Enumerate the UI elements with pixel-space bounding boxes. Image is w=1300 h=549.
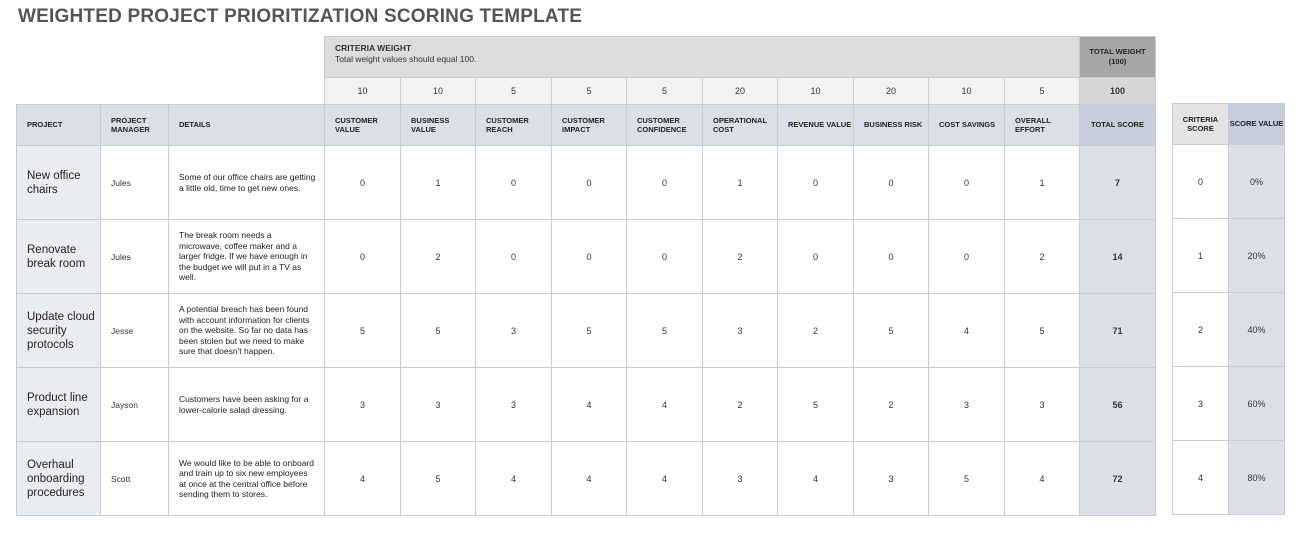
score-cell[interactable]: 3 [401, 368, 476, 442]
score-cell[interactable]: 0 [778, 220, 854, 294]
table-row [17, 442, 1156, 516]
score-cell[interactable]: 0 [552, 220, 627, 294]
score-cell[interactable]: 3 [476, 294, 552, 368]
score-cell[interactable]: 5 [401, 442, 476, 516]
score-cell[interactable]: 5 [854, 294, 929, 368]
score-cell[interactable]: 3 [476, 368, 552, 442]
project-name[interactable]: Renovate break room [17, 220, 101, 294]
side-row [1173, 367, 1285, 441]
score-cell[interactable]: 2 [703, 220, 778, 294]
score-cell[interactable]: 5 [552, 294, 627, 368]
total-weight-value: 100 [1080, 78, 1156, 105]
criteria-header: REVENUE VALUE [778, 105, 854, 146]
page-title: WEIGHTED PROJECT PRIORITIZATION SCORING TEMPLATE [18, 6, 583, 27]
criteria-score-header: CRITERIA SCORE [1173, 104, 1229, 145]
weight-cell[interactable]: 10 [929, 78, 1005, 105]
score-cell[interactable]: 0 [476, 146, 552, 220]
project-details[interactable]: We would like to be able to onboard and train up to six new employees at once at the central office before sending them to stores. [169, 442, 325, 516]
weight-cell[interactable]: 5 [552, 78, 627, 105]
score-cell[interactable]: 4 [627, 368, 703, 442]
score-value-header: SCORE VALUE [1229, 104, 1285, 145]
score-cell[interactable]: 4 [627, 442, 703, 516]
criteria-score-cell: 1 [1173, 219, 1229, 293]
details-header: DETAILS [169, 105, 325, 146]
criteria-header: BUSINESS RISK [854, 105, 929, 146]
scoring-table [16, 36, 1156, 516]
criteria-header: OVERALL EFFORT [1005, 105, 1080, 146]
score-value-cell: 40% [1229, 293, 1285, 367]
score-cell[interactable]: 4 [929, 294, 1005, 368]
header-row [17, 105, 1156, 146]
score-cell[interactable]: 4 [476, 442, 552, 516]
project-manager[interactable]: Jules [101, 220, 169, 294]
total-score: 14 [1080, 220, 1156, 294]
criteria-header: OPERATIONAL COST [703, 105, 778, 146]
score-cell[interactable]: 5 [627, 294, 703, 368]
score-cell[interactable]: 0 [325, 220, 401, 294]
table-row [17, 294, 1156, 368]
criteria-score-cell: 2 [1173, 293, 1229, 367]
criteria-weight-header [325, 37, 1080, 78]
project-name[interactable]: Update cloud security protocols [17, 294, 101, 368]
score-cell[interactable]: 0 [476, 220, 552, 294]
score-cell[interactable]: 4 [325, 442, 401, 516]
score-cell[interactable]: 0 [929, 146, 1005, 220]
project-manager[interactable]: Jesse [101, 294, 169, 368]
score-cell[interactable]: 2 [703, 368, 778, 442]
score-cell[interactable]: 1 [1005, 146, 1080, 220]
score-cell[interactable]: 3 [1005, 368, 1080, 442]
score-cell[interactable]: 0 [929, 220, 1005, 294]
weight-cell[interactable]: 5 [476, 78, 552, 105]
weight-cell[interactable]: 10 [325, 78, 401, 105]
score-cell[interactable]: 5 [325, 294, 401, 368]
side-row [1173, 219, 1285, 293]
total-score: 7 [1080, 146, 1156, 220]
table-row [17, 146, 1156, 220]
project-manager[interactable]: Scott [101, 442, 169, 516]
weight-cell[interactable]: 20 [854, 78, 929, 105]
score-cell[interactable]: 2 [401, 220, 476, 294]
score-cell[interactable]: 0 [627, 220, 703, 294]
project-manager[interactable]: Jayson [101, 368, 169, 442]
score-cell[interactable]: 0 [854, 146, 929, 220]
score-cell[interactable]: 0 [627, 146, 703, 220]
total-score-header: TOTAL SCORE [1080, 105, 1156, 146]
score-cell[interactable]: 4 [552, 442, 627, 516]
side-row [1173, 145, 1285, 219]
score-cell[interactable]: 3 [854, 442, 929, 516]
score-cell[interactable]: 5 [929, 442, 1005, 516]
score-cell[interactable]: 3 [929, 368, 1005, 442]
score-value-cell: 20% [1229, 219, 1285, 293]
criteria-header: CUSTOMER IMPACT [552, 105, 627, 146]
criteria-weight-note: Total weight values should equal 100. [335, 54, 477, 64]
criteria-score-cell: 3 [1173, 367, 1229, 441]
project-details[interactable]: Customers have been asking for a lower-calorie salad dressing. [169, 368, 325, 442]
total-score: 72 [1080, 442, 1156, 516]
manager-header: PROJECT MANAGER [101, 105, 169, 146]
score-cell[interactable]: 4 [778, 442, 854, 516]
score-cell[interactable]: 3 [325, 368, 401, 442]
criteria-header: BUSINESS VALUE [401, 105, 476, 146]
score-cell[interactable]: 4 [1005, 442, 1080, 516]
score-cell[interactable]: 5 [1005, 294, 1080, 368]
total-score: 56 [1080, 368, 1156, 442]
project-name[interactable]: Product line expansion [17, 368, 101, 442]
score-value-cell: 0% [1229, 145, 1285, 219]
total-score: 71 [1080, 294, 1156, 368]
table-row [17, 220, 1156, 294]
score-cell[interactable]: 0 [552, 146, 627, 220]
project-name[interactable]: Overhaul onboarding procedures [17, 442, 101, 516]
score-cell[interactable]: 2 [854, 368, 929, 442]
criteria-score-cell: 4 [1173, 441, 1229, 515]
project-manager[interactable]: Jules [101, 146, 169, 220]
project-header: PROJECT [17, 105, 101, 146]
score-cell[interactable]: 1 [703, 146, 778, 220]
project-details[interactable]: The break room needs a microwave, coffee maker and a larger fridge. If we have enough in the budget we will put in a TV as well. [169, 220, 325, 294]
weight-cell[interactable]: 20 [703, 78, 778, 105]
weight-cell[interactable]: 10 [778, 78, 854, 105]
score-cell[interactable]: 4 [552, 368, 627, 442]
score-cell[interactable]: 0 [778, 146, 854, 220]
score-cell[interactable]: 1 [401, 146, 476, 220]
total-weight-header: TOTAL WEIGHT (100) [1080, 37, 1156, 78]
score-cell[interactable]: 0 [325, 146, 401, 220]
score-cell[interactable]: 5 [778, 368, 854, 442]
criteria-header: CUSTOMER CONFIDENCE [627, 105, 703, 146]
criteria-header: CUSTOMER REACH [476, 105, 552, 146]
score-cell[interactable]: 0 [854, 220, 929, 294]
score-cell[interactable]: 5 [401, 294, 476, 368]
score-value-table [1172, 103, 1285, 515]
criteria-header: CUSTOMER VALUE [325, 105, 401, 146]
score-cell[interactable]: 3 [703, 294, 778, 368]
project-details[interactable]: A potential breach has been found with account information for clients on the website. So far no data has been stolen but we need to make sure that doesn't happen. [169, 294, 325, 368]
project-name[interactable]: New office chairs [17, 146, 101, 220]
score-value-cell: 60% [1229, 367, 1285, 441]
score-value-cell: 80% [1229, 441, 1285, 515]
project-details[interactable]: Some of our office chairs are getting a little old, time to get new ones. [169, 146, 325, 220]
side-row [1173, 293, 1285, 367]
table-row [17, 368, 1156, 442]
side-row [1173, 441, 1285, 515]
weight-cell[interactable]: 10 [401, 78, 476, 105]
criteria-score-cell: 0 [1173, 145, 1229, 219]
criteria-header: COST SAVINGS [929, 105, 1005, 146]
score-cell[interactable]: 2 [1005, 220, 1080, 294]
instructions-spacer [17, 37, 325, 105]
criteria-weight-label: CRITERIA WEIGHT [335, 43, 412, 53]
weight-cell[interactable]: 5 [1005, 78, 1080, 105]
score-cell[interactable]: 3 [703, 442, 778, 516]
weight-cell[interactable]: 5 [627, 78, 703, 105]
score-cell[interactable]: 2 [778, 294, 854, 368]
